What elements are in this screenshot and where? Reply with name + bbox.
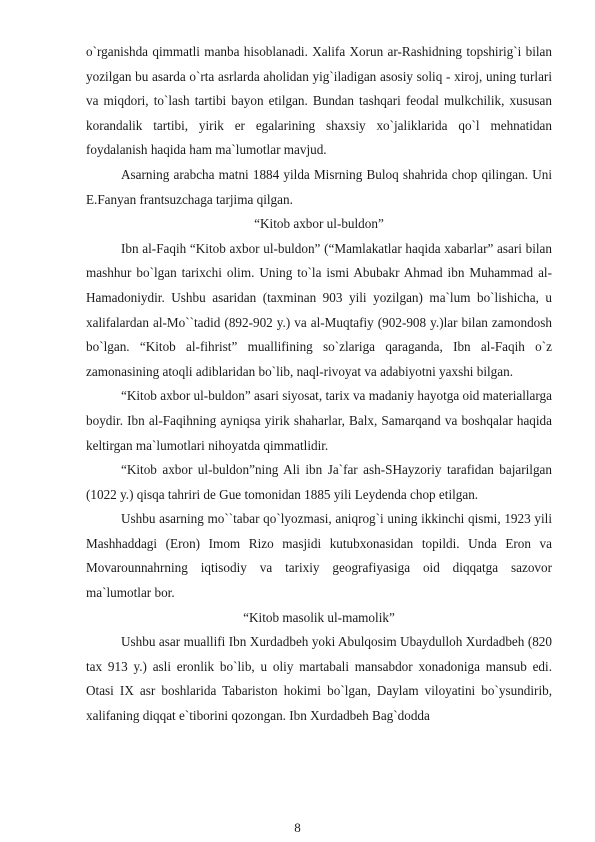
paragraph-3: Ibn al-Faqih “Kitob axbor ul-buldon” (“Mamlakatlar haqida xabarlar” asari bilan mashhur bo`lgan tarixchi olim. Uning to`la ismi Abubakr Ahmad ibn Muhammad al-Hamadoniydir. Ushbu asaridan (taxminan 903 yili yozilgan) ma`lum bo`lishicha, u xalifalardan al-Mo``tadid (892-902 y.) va al-Muqtafiy (902-908 y.)lar bilan zamondosh bo`lgan. “Kitob al-fihrist” muallifining so`zlariga qaraganda, Ibn al-Faqih o`z zamonasining atoqli adiblaridan bo`lib, naql-rivoyat va adabiyotni yaxshi bilgan.	[86, 240, 552, 379]
paragraph-2: Asarning arabcha matni 1884 yilda Misrning Buloq shahrida chop qilingan. Uni E.Fanyan frantsuzchaga tarjima qilgan.	[86, 166, 552, 207]
paragraph-5: “Kitob axbor ul-buldon”ning Ali ibn Ja`far ash-SHayzoriy tarafidan bajarilgan (1022 y.) qisqa tahriri de Gue tomonidan 1885 yili Leydenda chop etilgan.	[86, 462, 552, 502]
section-heading-kitob-axbor-ul-buldon: “Kitob axbor ul-buldon”	[254, 216, 384, 232]
page-number: 8	[294, 820, 301, 835]
paragraph-7: Ushbu asar muallifi Ibn Xurdadbeh yoki Abulqosim Ubaydulloh Xurdadbeh (820 tax 913 y.) asli eronlik bo`lib, u oliy martabali mansabdor xonadoniga mansub edi. Otasi IX asr boshlarida Tabariston hokimi bo`lgan, Daylam viloyatini bo`ysundirib, xalifaning diqqat e`tiborini qozongan. Ibn Xurdadbeh Bag`dodda	[86, 634, 552, 724]
paragraph-4: “Kitob axbor ul-buldon” asari siyosat, tarix va madaniy hayotga oid materiallarga boydir. Ibn al-Faqihning ayniqsa yirik shaharlar, Balx, Samarqand va boshqalar haqida keltirgan ma`lumotlari nihoyatda qimmatlidir.	[86, 388, 552, 453]
section-heading-kitob-masolik-ul-mamolik: “Kitob masolik ul-mamolik”	[243, 609, 395, 625]
page-text-body	[86, 40, 552, 729]
paragraph-6: Ushbu asarning mo``tabar qo`lyozmasi, aniqrog`i uning ikkinchi qismi, 1923 yili Mashhaddagi (Eron) Imom Rizo masjidi kutubxonasidan topildi. Unda Eron va Movarounnahrning iqtisodiy va tarixiy geografiyasiga oid diqqatga sazovor ma`lumotlar bor.	[86, 511, 552, 601]
paragraph-1: o`rganishda qimmatli manba hisoblanadi. Xalifa Xorun ar-Rashidning topshirig`i bilan yozilgan bu asarda o`rta asrlarda aholidan yig`iladigan asosiy soliq - xiroj, uning turlari va miqdori, to`lash tartibi bayon etilgan. Bundan tashqari feodal mulkchilik, xususan korandalik tartibi, yirik er egalarining shaxsiy xo`jaliklarida qo`l mehnatidan foydalanish haqida ham ma`lumotlar mavjud.	[86, 44, 552, 158]
